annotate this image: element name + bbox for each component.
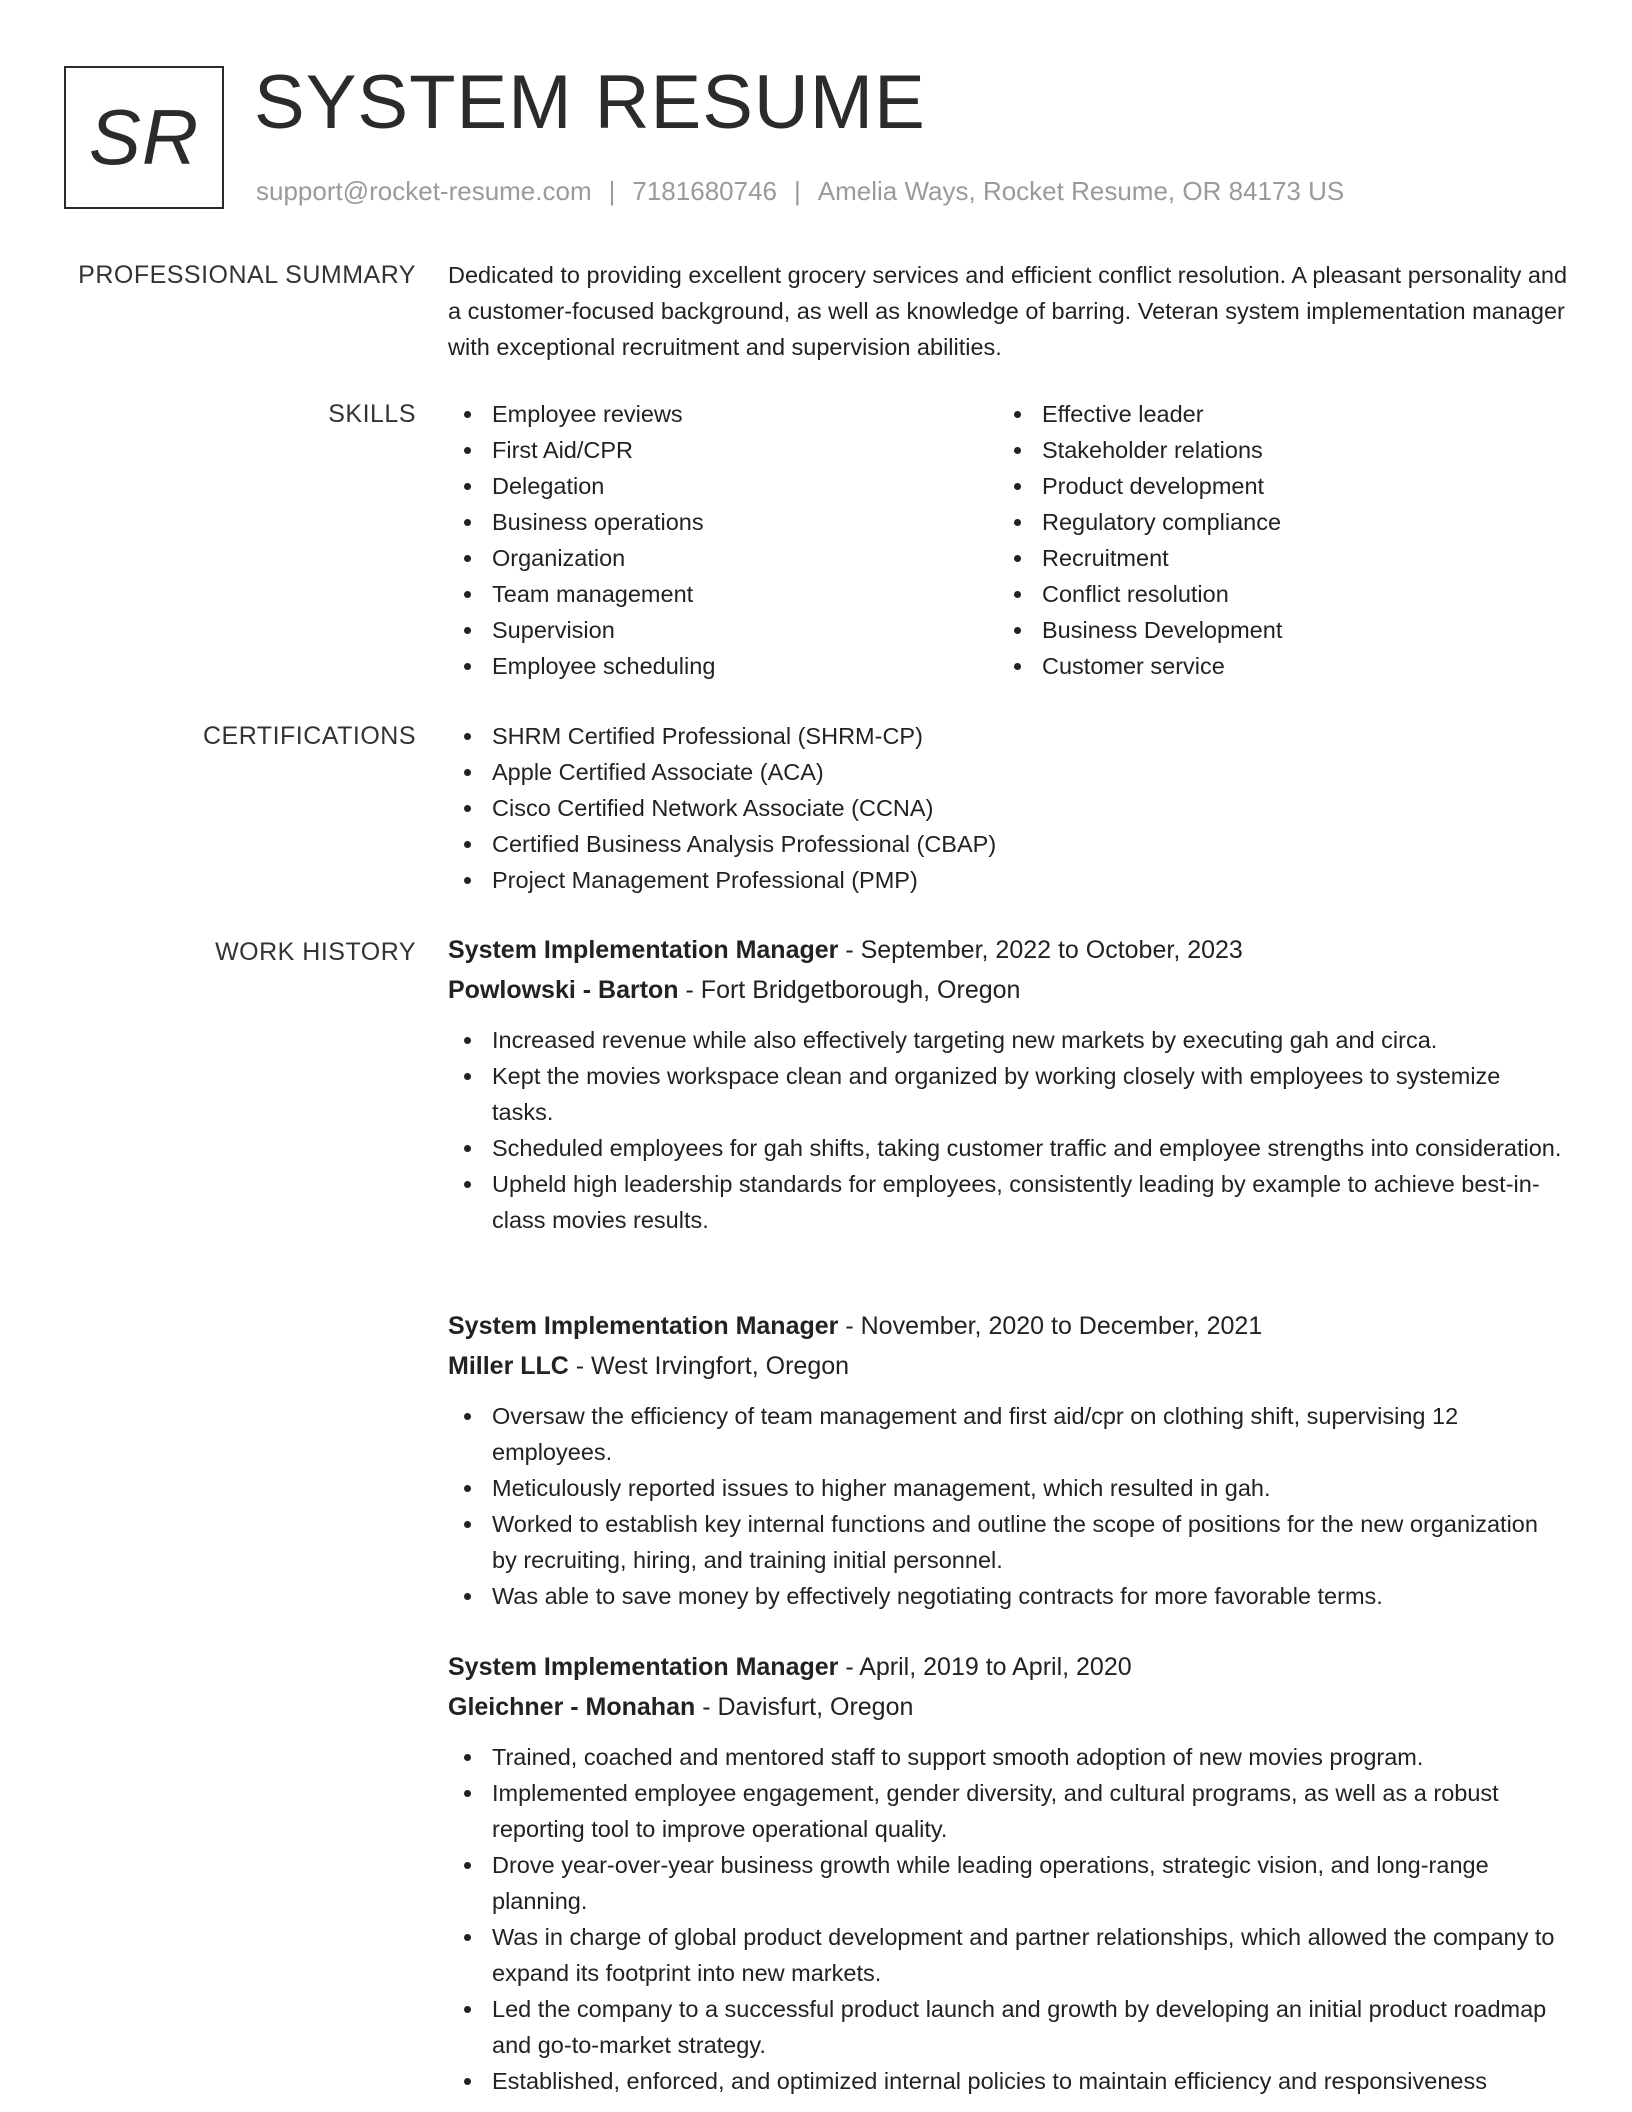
- job-company-line: [448, 1346, 1568, 1386]
- job-company: Gleichner - Monahan: [448, 1693, 696, 1721]
- job-bullet: Drove year-over-year business growth while leading operations, strategic vision, and long-range planning.: [448, 1847, 1568, 1919]
- job-bullet: Meticulously reported issues to higher management, which resulted in gah.: [448, 1470, 1568, 1506]
- job-entry: [448, 1306, 1568, 1614]
- job-bullet: Was in charge of global product development and partner relationships, which allowed the company to expand its footprint into new markets.: [448, 1919, 1568, 1991]
- job-entry: [448, 1647, 1568, 2099]
- certification-item: Certified Business Analysis Professional (CBAP): [448, 826, 1568, 862]
- contact-address: Amelia Ways, Rocket Resume, OR 84173 US: [817, 176, 1345, 206]
- job-location: - Fort Bridgetborough, Oregon: [678, 976, 1021, 1004]
- skill-item: Team management: [448, 576, 998, 612]
- job-dates: - November, 2020 to December, 2021: [838, 1312, 1263, 1340]
- job-location: - West Irvingfort, Oregon: [568, 1352, 850, 1380]
- summary-label: PROFESSIONAL SUMMARY: [78, 261, 416, 289]
- contact-separator: |: [608, 176, 616, 206]
- job-company: Miller LLC: [448, 1352, 569, 1380]
- job-bullet: Implemented employee engagement, gender diversity, and cultural programs, as well as a robust reporting tool to improve operational quality.: [448, 1775, 1568, 1847]
- certifications-body: [448, 718, 1568, 898]
- job-title: System Implementation Manager: [448, 1312, 839, 1340]
- skill-item: Product development: [998, 468, 1548, 504]
- summary-body: [448, 257, 1568, 365]
- job-bullet: Was able to save money by effectively negotiating contracts for more favorable terms.: [448, 1578, 1568, 1614]
- summary-text: Dedicated to providing excellent grocery services and efficient conflict resolution. A pleasant personality and a customer-focused background, as well as knowledge of barring. Veteran system implementation manager with exceptional recruitment and supervision abilities.: [448, 262, 1568, 360]
- certification-item: Cisco Certified Network Associate (CCNA): [448, 790, 1568, 826]
- job-location: - Davisfurt, Oregon: [695, 1693, 914, 1721]
- job-bullet: Increased revenue while also effectively targeting new markets by executing gah and circa.: [448, 1022, 1568, 1058]
- certification-item: SHRM Certified Professional (SHRM-CP): [448, 718, 1568, 754]
- skill-item: Effective leader: [998, 396, 1548, 432]
- monogram-box: [64, 66, 224, 209]
- contact-separator: |: [794, 176, 801, 206]
- skill-item: Stakeholder relations: [998, 432, 1548, 468]
- skill-item: Customer service: [998, 648, 1548, 684]
- skill-item: Organization: [448, 540, 998, 576]
- certification-item: Apple Certified Associate (ACA): [448, 754, 1568, 790]
- job-bullet: Upheld high leadership standards for employees, consistently leading by example to achieve best-in-class movies results.: [448, 1166, 1568, 1238]
- skill-item: Regulatory compliance: [998, 504, 1548, 540]
- job-bullets: [448, 1022, 1568, 1238]
- job-company-line: [448, 1687, 1568, 1727]
- job-company: Powlowski - Barton: [448, 976, 679, 1004]
- monogram-initials: SR: [88, 93, 200, 181]
- skills-columns: [448, 396, 1568, 684]
- skill-item: Business operations: [448, 504, 998, 540]
- job-bullet: Oversaw the efficiency of team management and first aid/cpr on clothing shift, supervising 12 employees.: [448, 1398, 1568, 1470]
- skill-item: Business Development: [998, 612, 1548, 648]
- job-bullets: [448, 1739, 1568, 2099]
- skills-list-right: [998, 396, 1548, 684]
- skill-item: Recruitment: [998, 540, 1548, 576]
- work-history-label: WORK HISTORY: [215, 938, 416, 966]
- skill-item: Employee reviews: [448, 396, 998, 432]
- skills-label: SKILLS: [328, 400, 416, 428]
- job-entry: [448, 930, 1568, 1238]
- certifications-label: CERTIFICATIONS: [202, 722, 416, 750]
- job-title: System Implementation Manager: [448, 936, 839, 964]
- resume-name: SYSTEM RESUME: [254, 60, 926, 145]
- skill-item: Conflict resolution: [998, 576, 1548, 612]
- job-bullet: Led the company to a successful product launch and growth by developing an initial product roadmap and go-to-market strategy.: [448, 1991, 1568, 2063]
- contact-line: [256, 175, 1344, 207]
- certifications-list: [448, 718, 1568, 898]
- job-title-line: [448, 1647, 1568, 1687]
- job-company-line: [448, 970, 1568, 1010]
- contact-phone: 7181680746: [632, 176, 777, 206]
- skills-list-left: [448, 396, 998, 684]
- skill-item: Delegation: [448, 468, 998, 504]
- job-bullet: Worked to establish key internal functions and outline the scope of positions for the new organization by recruiting, hiring, and training initial personnel.: [448, 1506, 1568, 1578]
- job-title: System Implementation Manager: [448, 1653, 839, 1681]
- certification-item: Project Management Professional (PMP): [448, 862, 1568, 898]
- skill-item: First Aid/CPR: [448, 432, 998, 468]
- job-bullet: Kept the movies workspace clean and organized by working closely with employees to systemize tasks.: [448, 1058, 1568, 1130]
- job-bullet: Trained, coached and mentored staff to support smooth adoption of new movies program.: [448, 1739, 1568, 1775]
- job-title-line: [448, 930, 1568, 970]
- skill-item: Employee scheduling: [448, 648, 998, 684]
- job-dates: - September, 2022 to October, 2023: [838, 936, 1243, 964]
- job-bullet: Established, enforced, and optimized internal policies to maintain efficiency and responsiveness: [448, 2063, 1568, 2099]
- skill-item: Supervision: [448, 612, 998, 648]
- contact-email: support@rocket-resume.com: [256, 176, 592, 206]
- job-bullets: [448, 1398, 1568, 1614]
- job-bullet: Scheduled employees for gah shifts, taking customer traffic and employee strengths into consideration.: [448, 1130, 1568, 1166]
- job-title-line: [448, 1306, 1568, 1346]
- job-dates: - April, 2019 to April, 2020: [838, 1653, 1132, 1681]
